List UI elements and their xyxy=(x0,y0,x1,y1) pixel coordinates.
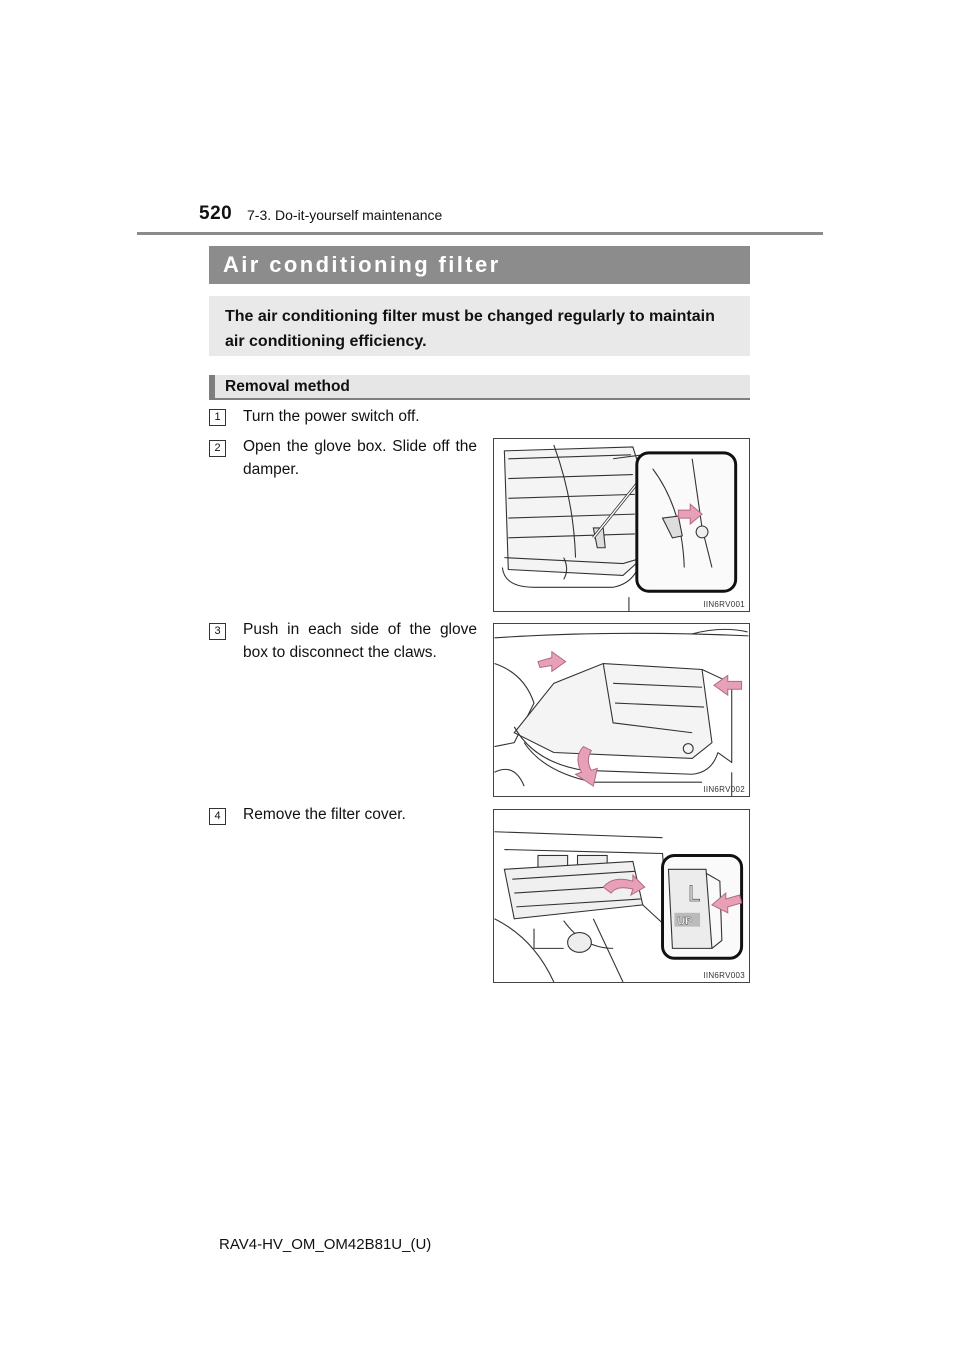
step-text-4: Remove the filter cover. xyxy=(243,806,406,823)
intro-box: The air conditioning filter must be changed regularly to maintain air conditioning efficiency. xyxy=(209,296,750,356)
glove-box-claws-illustration xyxy=(494,624,749,796)
filter-up-label: UP xyxy=(677,915,693,928)
step-text-3: Push in each side of the glove box to disconnect the claws. xyxy=(243,621,477,661)
step-number-2: 2 xyxy=(209,440,226,457)
step-number-4: 4 xyxy=(209,808,226,825)
step-text-1: Turn the power switch off. xyxy=(243,408,420,425)
glove-box-damper-illustration xyxy=(494,439,749,611)
figure-damper xyxy=(493,438,750,612)
title-bar xyxy=(209,246,750,284)
filter-side-label: L xyxy=(688,880,701,906)
page-number: 520 xyxy=(199,203,233,224)
step-number-1: 1 xyxy=(209,409,226,426)
document-code-footer: RAV4-HV_OM_OM42B81U_(U) xyxy=(219,1236,432,1253)
arrow-icon xyxy=(714,675,742,695)
figure-code: IIN6RV003 xyxy=(703,971,745,980)
step-number-3: 3 xyxy=(209,623,226,640)
figure-code: IIN6RV001 xyxy=(703,600,745,609)
section-label: 7-3. Do-it-yourself maintenance xyxy=(247,207,443,223)
subheading: Removal method xyxy=(209,375,750,400)
arrow-icon xyxy=(538,652,566,672)
figure-code: IIN6RV002 xyxy=(703,785,745,794)
step-text-2: Open the glove box. Slide off the damper. xyxy=(243,438,477,478)
header-divider xyxy=(137,232,823,235)
filter-cover-illustration xyxy=(494,810,749,982)
figure-glove-box-claws xyxy=(493,623,750,797)
page-title: Air conditioning filter xyxy=(223,252,501,277)
figure-filter-cover xyxy=(493,809,750,983)
